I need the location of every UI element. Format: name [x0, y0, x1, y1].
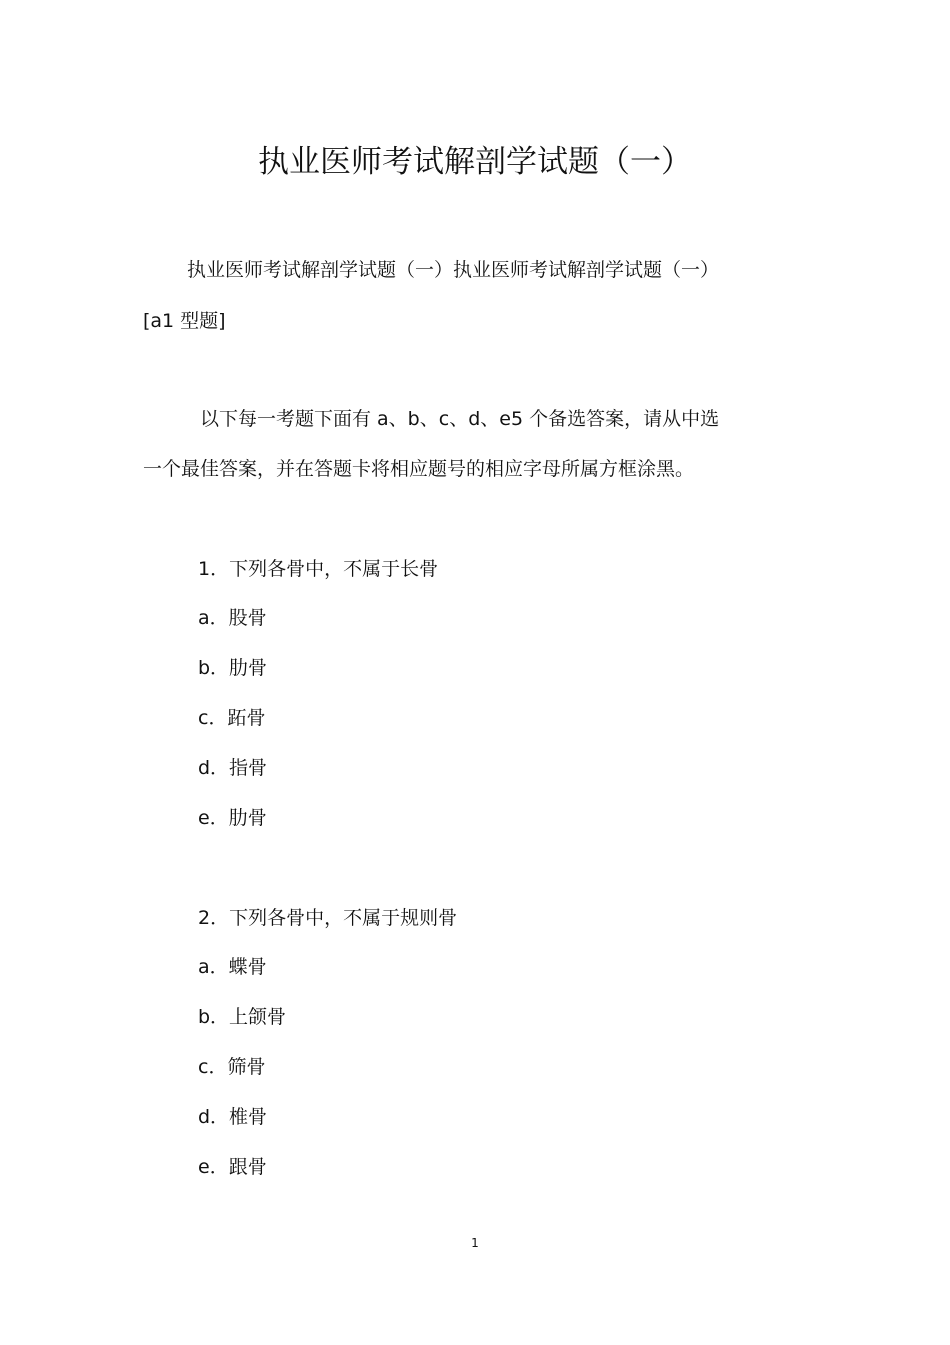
- page-number: 1: [471, 1236, 479, 1250]
- question-2-option-b: b．上颌骨: [198, 1006, 287, 1028]
- question-2-option-a: a．蝶骨: [198, 956, 267, 978]
- document-title: 执业医师考试解剖学试题（一）: [258, 144, 692, 180]
- question-type-label: [a1 型题]: [143, 310, 226, 332]
- question-1-option-b: b．肋骨: [198, 657, 268, 679]
- question-2-option-e: e．跟骨: [198, 1156, 267, 1178]
- question-2-stem: 2．下列各骨中，不属于规则骨: [198, 907, 458, 929]
- question-2-option-c: c．筛骨: [198, 1056, 266, 1078]
- question-1-option-e: e．肋骨: [198, 807, 267, 829]
- question-2-option-d: d．椎骨: [198, 1106, 268, 1128]
- document-subtitle: 执业医师考试解剖学试题（一）执业医师考试解剖学试题（一）: [187, 259, 720, 281]
- question-1-stem: 1．下列各骨中，不属于长骨: [198, 558, 439, 580]
- question-1-option-d: d．指骨: [198, 757, 268, 779]
- instructions-line-2: 一个最佳答案，并在答题卡将相应题号的相应字母所属方框涂黑。: [143, 458, 695, 480]
- instructions-line-1: 以下每一考题下面有 a、b、c、d、e5 个备选答案，请从中选: [200, 408, 720, 430]
- question-1-option-a: a．股骨: [198, 607, 267, 629]
- question-1-option-c: c．跖骨: [198, 707, 266, 729]
